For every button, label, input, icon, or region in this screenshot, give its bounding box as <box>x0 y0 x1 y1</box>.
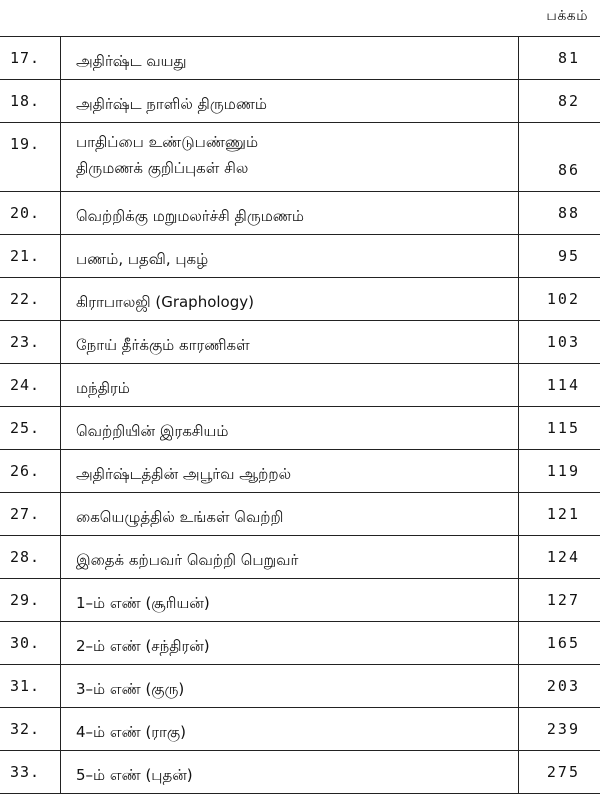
chapter-number: 31. <box>10 677 41 695</box>
chapter-title: இதைக் கற்பவர் வெற்றி பெறுவர் <box>76 551 299 569</box>
page-number: 275 <box>546 763 580 781</box>
chapter-number: 32. <box>10 720 41 738</box>
toc-row-21 <box>0 234 600 277</box>
toc-row-24 <box>0 363 600 406</box>
chapter-number: 21. <box>10 247 41 265</box>
page-number: 127 <box>546 591 580 609</box>
page-number: 82 <box>557 92 580 110</box>
chapter-title-line-2: திருமணக் குறிப்புகள் சில <box>76 159 249 177</box>
chapter-title: 3–ம் எண் (குரு) <box>76 680 185 698</box>
toc-row-27 <box>0 492 600 535</box>
toc-row-26 <box>0 449 600 492</box>
toc-row-31 <box>0 664 600 707</box>
chapter-title-line-1: பாதிப்பை உண்டுபண்ணும் <box>76 133 259 151</box>
chapter-number: 25. <box>10 419 41 437</box>
toc-row-20 <box>0 191 600 234</box>
chapter-number: 28. <box>10 548 41 566</box>
page-number: 239 <box>546 720 580 738</box>
chapter-number: 27. <box>10 505 41 523</box>
toc-row-22 <box>0 277 600 320</box>
page-number: 95 <box>557 247 580 265</box>
page-number: 114 <box>546 376 580 394</box>
chapter-title: கையெழுத்தில் உங்கள் வெற்றி <box>76 508 284 526</box>
page-number: 165 <box>546 634 580 652</box>
page-column-header: பக்கம் <box>546 8 588 24</box>
page-number: 203 <box>546 677 580 695</box>
chapter-number: 18. <box>10 92 41 110</box>
chapter-number: 23. <box>10 333 41 351</box>
toc-row-19 <box>0 122 600 191</box>
chapter-title: 2–ம் எண் (சந்திரன்) <box>76 637 210 655</box>
chapter-title: வெற்றிக்கு மறுமலர்ச்சி திருமணம் <box>76 207 304 225</box>
table-of-contents <box>0 36 600 794</box>
chapter-title <box>76 129 258 181</box>
chapter-title: 4–ம் எண் (ராகு) <box>76 723 186 741</box>
chapter-number: 17. <box>10 49 41 67</box>
page-number: 88 <box>557 204 580 222</box>
chapter-number: 19. <box>10 135 41 153</box>
toc-row-28 <box>0 535 600 578</box>
chapter-title: வெற்றியின் இரகசியம் <box>76 422 229 440</box>
chapter-number: 29. <box>10 591 41 609</box>
chapter-title: அதிர்ஷ்டத்தின் அபூர்வ ஆற்றல் <box>76 465 292 483</box>
toc-row-30 <box>0 621 600 664</box>
chapter-title: அதிர்ஷ்ட நாளில் திருமணம் <box>76 95 267 113</box>
toc-row-33 <box>0 750 600 794</box>
chapter-title: அதிர்ஷ்ட வயது <box>76 52 187 70</box>
page-number: 86 <box>557 161 580 179</box>
page-number: 121 <box>546 505 580 523</box>
toc-row-23 <box>0 320 600 363</box>
chapter-number: 30. <box>10 634 41 652</box>
page-number: 124 <box>546 548 580 566</box>
page-number: 115 <box>546 419 580 437</box>
toc-row-25 <box>0 406 600 449</box>
chapter-title: நோய் தீர்க்கும் காரணிகள் <box>76 336 250 354</box>
chapter-number: 33. <box>10 763 41 781</box>
page-number: 103 <box>546 333 580 351</box>
chapter-number: 26. <box>10 462 41 480</box>
toc-row-17 <box>0 36 600 79</box>
toc-row-18 <box>0 79 600 122</box>
chapter-title: கிராபாலஜி (Graphology) <box>76 293 254 311</box>
chapter-number: 22. <box>10 290 41 308</box>
chapter-title: 1–ம் எண் (சூரியன்) <box>76 594 210 612</box>
page-number: 102 <box>546 290 580 308</box>
chapter-title: பணம், பதவி, புகழ் <box>76 250 209 268</box>
chapter-title: மந்திரம் <box>76 379 130 397</box>
page-number: 81 <box>557 49 580 67</box>
page-number: 119 <box>546 462 580 480</box>
chapter-number: 20. <box>10 204 41 222</box>
chapter-number: 24. <box>10 376 41 394</box>
chapter-title: 5–ம் எண் (புதன்) <box>76 766 193 784</box>
toc-row-32 <box>0 707 600 750</box>
toc-row-29 <box>0 578 600 621</box>
